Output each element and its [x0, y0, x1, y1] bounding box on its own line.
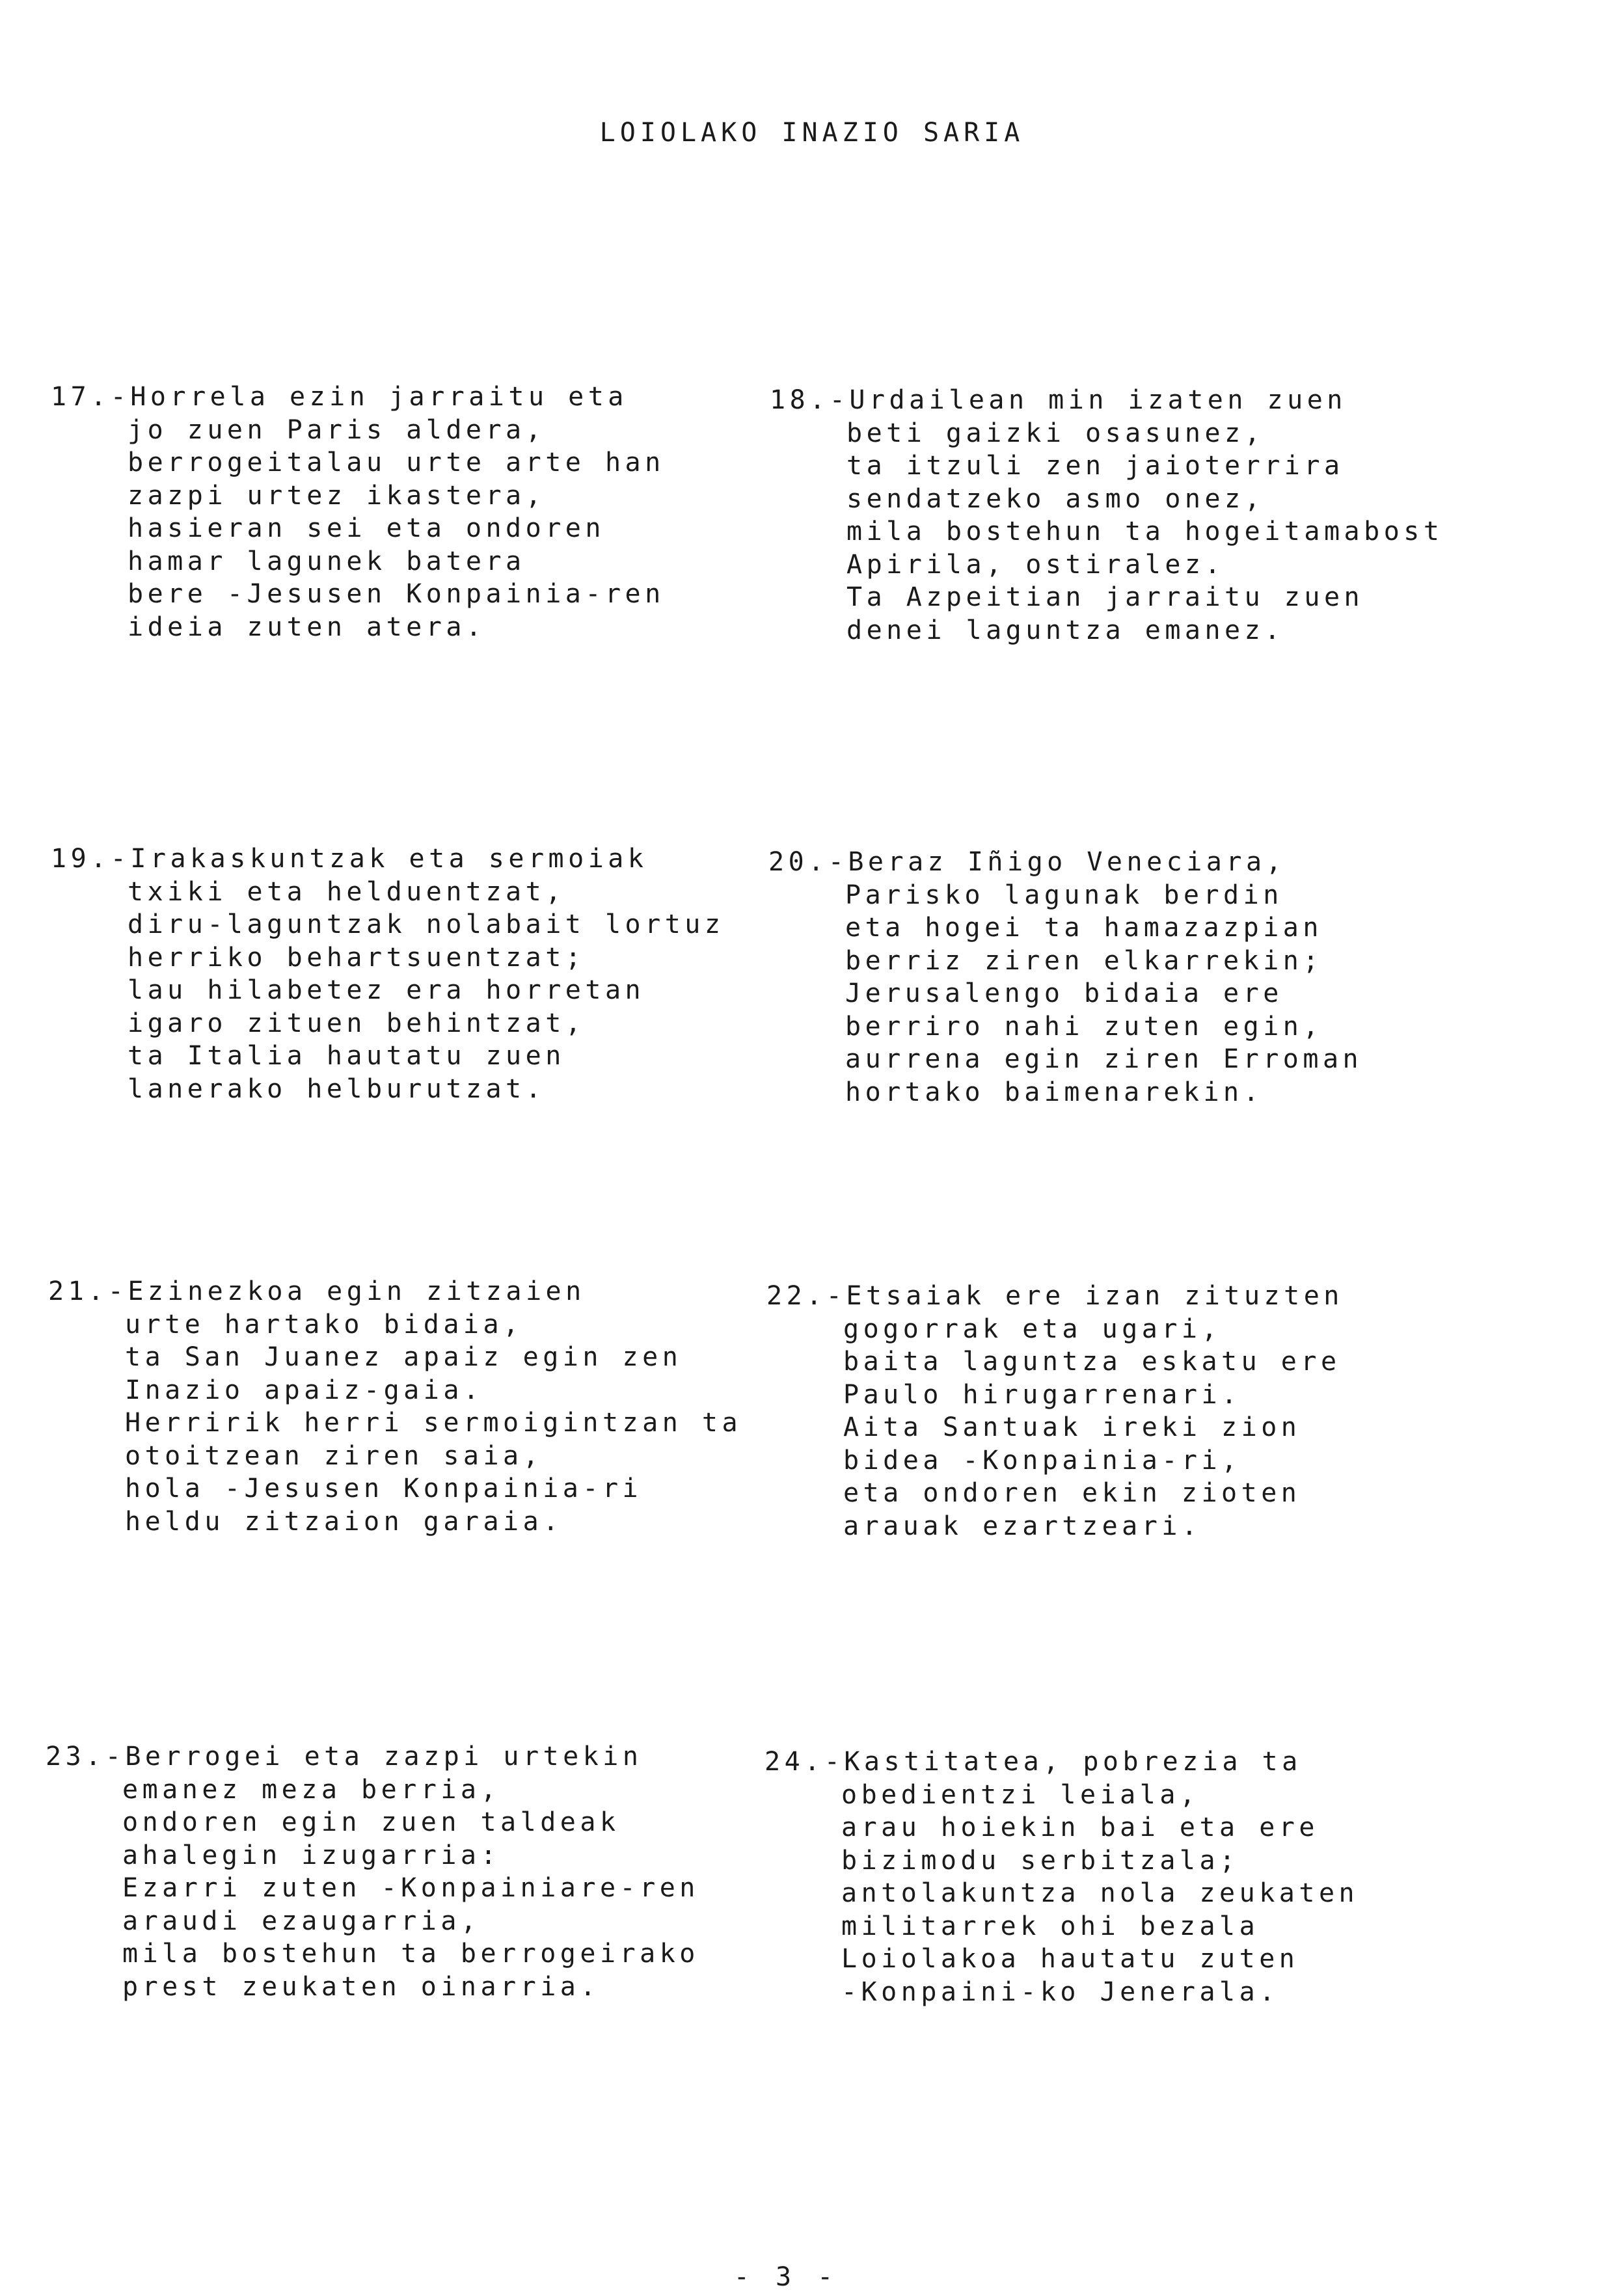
stanza-line: ondoren egin zuen taldeak: [122, 1807, 620, 1837]
stanza-23: [46, 1740, 699, 2003]
stanza-line: Herririk herri sermoigintzan ta: [125, 1408, 742, 1438]
stanza-line: zazpi urtez ikastera,: [128, 480, 546, 511]
stanza-number: 22.: [766, 1281, 826, 1311]
stanza-line: -Konpaini-ko Jenerala.: [841, 1976, 1279, 2007]
stanza-line: militarrek ohi bezala: [841, 1911, 1260, 1941]
stanza-line: ta San Juanez apaiz egin zen: [125, 1342, 683, 1372]
stanza-line: diru-laguntzak nolabait lortuz: [128, 910, 725, 939]
stanza-22: [766, 1280, 1344, 1543]
stanza-line: 20.-Beraz Iñigo Veneciara,: [768, 847, 1286, 877]
stanza-line: hortako baimenarekin.: [845, 1077, 1264, 1107]
stanza-line: herriko behartsuentzat;: [128, 942, 586, 973]
stanza-line: mila bostehun ta berrogeirako: [122, 1939, 699, 1969]
stanza-line: bere -Jesusen Konpainia-ren: [128, 579, 665, 609]
stanza-line: Ta Azpeitian jarraitu zuen: [846, 582, 1364, 612]
stanza-number: 23.: [46, 1742, 105, 1772]
stanza-line: 17.-Horrela ezin jarraitu eta: [51, 382, 628, 412]
stanza-number: 21.: [48, 1276, 108, 1306]
stanza-line: urte hartako bidaia,: [125, 1309, 523, 1340]
stanza-line: hasieran sei eta ondoren: [128, 513, 605, 543]
page-number: - 3 -: [733, 2262, 839, 2292]
stanza-line: mila bostehun ta hogeitamabost: [846, 517, 1444, 546]
stanza-number: 20.: [768, 847, 828, 877]
stanza-line: Ezarri zuten -Konpainiare-ren: [122, 1873, 699, 1903]
stanza-line: aurrena egin ziren Erroman: [845, 1044, 1363, 1074]
stanza-line: 24.-Kastitatea, pobrezia ta: [765, 1747, 1302, 1777]
stanza-line: antolakuntza nola zeukaten: [841, 1878, 1359, 1908]
stanza-line: hamar lagunek batera: [128, 546, 526, 576]
stanza-line: emanez meza berria,: [122, 1774, 501, 1805]
stanza-line: Inazio apaiz-gaia.: [125, 1375, 483, 1405]
stanza-line: Paulo hirugarrenari.: [843, 1379, 1241, 1410]
stanza-line: sendatzeko asmo onez,: [846, 483, 1265, 514]
stanza-line: txiki eta helduentzat,: [128, 876, 565, 907]
stanza-line: 21.-Ezinezkoa egin zitzaien: [48, 1276, 586, 1306]
stanza-line: prest zeukaten oinarria.: [122, 1971, 600, 2002]
stanza-line: hola -Jesusen Konpainia-ri: [125, 1474, 643, 1503]
stanza-line: ta Italia hautatu zuen: [128, 1041, 565, 1071]
stanza-number: 24.: [765, 1747, 824, 1777]
stanza-line: baita laguntza eskatu ere: [843, 1347, 1341, 1377]
stanza-line: jo zuen Paris aldera,: [128, 414, 546, 445]
stanza-line: berrogeitalau urte arte han: [128, 448, 665, 478]
stanza-line: berriro nahi zuten egin,: [845, 1011, 1323, 1042]
stanza-line: Jerusalengo bidaia ere: [845, 978, 1283, 1008]
stanza-number: 18.: [770, 385, 830, 415]
stanza-line: obedientzi leiala,: [841, 1779, 1200, 1810]
stanza-18: [770, 384, 1443, 647]
stanza-line: denei laguntza emanez.: [846, 615, 1284, 645]
stanza-24: [765, 1746, 1359, 2008]
stanza-line: eta ondoren ekin zioten: [843, 1478, 1301, 1508]
stanza-line: ahalegin izugarria:: [122, 1840, 501, 1870]
stanza-line: gogorrak eta ugari,: [843, 1314, 1222, 1344]
stanza-line: bizimodu serbitzala;: [841, 1845, 1239, 1876]
stanza-19: [51, 843, 724, 1105]
stanza-line: Apirila, ostiralez.: [846, 549, 1225, 580]
stanza-21: [48, 1275, 742, 1538]
stanza-line: igaro zituen behintzat,: [128, 1008, 586, 1038]
stanza-line: Loiolakoa hautatu zuten: [841, 1944, 1299, 1974]
stanza-line: ideia zuten atera.: [128, 612, 486, 642]
stanza-line: lanerako helburutzat.: [128, 1073, 546, 1104]
stanza-line: heldu zitzaion garaia.: [125, 1506, 563, 1537]
stanza-line: berriz ziren elkarrekin;: [845, 945, 1323, 976]
stanza-line: 23.-Berrogei eta zazpi urtekin: [46, 1742, 643, 1772]
stanza-line: 19.-Irakaskuntzak eta sermoiak: [51, 844, 648, 874]
stanza-line: arau hoiekin bai eta ere: [841, 1813, 1319, 1842]
stanza-line: ta itzuli zen jaioterrira: [846, 451, 1344, 481]
stanza-line: arauak ezartzeari.: [843, 1511, 1202, 1541]
stanza-line: eta hogei ta hamazazpian: [845, 913, 1323, 943]
stanza-line: otoitzean ziren saia,: [125, 1440, 543, 1471]
stanza-number: 17.: [51, 382, 111, 412]
stanza-line: araudi ezaugarria,: [122, 1906, 481, 1936]
stanza-line: Aita Santuak ireki zion: [843, 1412, 1301, 1442]
stanza-line: beti gaizki osasunez,: [846, 418, 1265, 448]
stanza-line: bidea -Konpainia-ri,: [843, 1445, 1241, 1476]
stanza-line: Parisko lagunak berdin: [845, 880, 1283, 910]
stanza-17: [51, 381, 665, 643]
stanza-20: [768, 846, 1362, 1109]
stanza-line: 22.-Etsaiak ere izan zituzten: [766, 1281, 1344, 1311]
page-title: LOIOLAKO INAZIO SARIA: [599, 118, 1025, 148]
stanza-number: 19.: [51, 844, 111, 874]
stanza-line: lau hilabetez era horretan: [128, 975, 645, 1005]
stanza-line: 18.-Urdailean min izaten zuen: [770, 385, 1347, 415]
